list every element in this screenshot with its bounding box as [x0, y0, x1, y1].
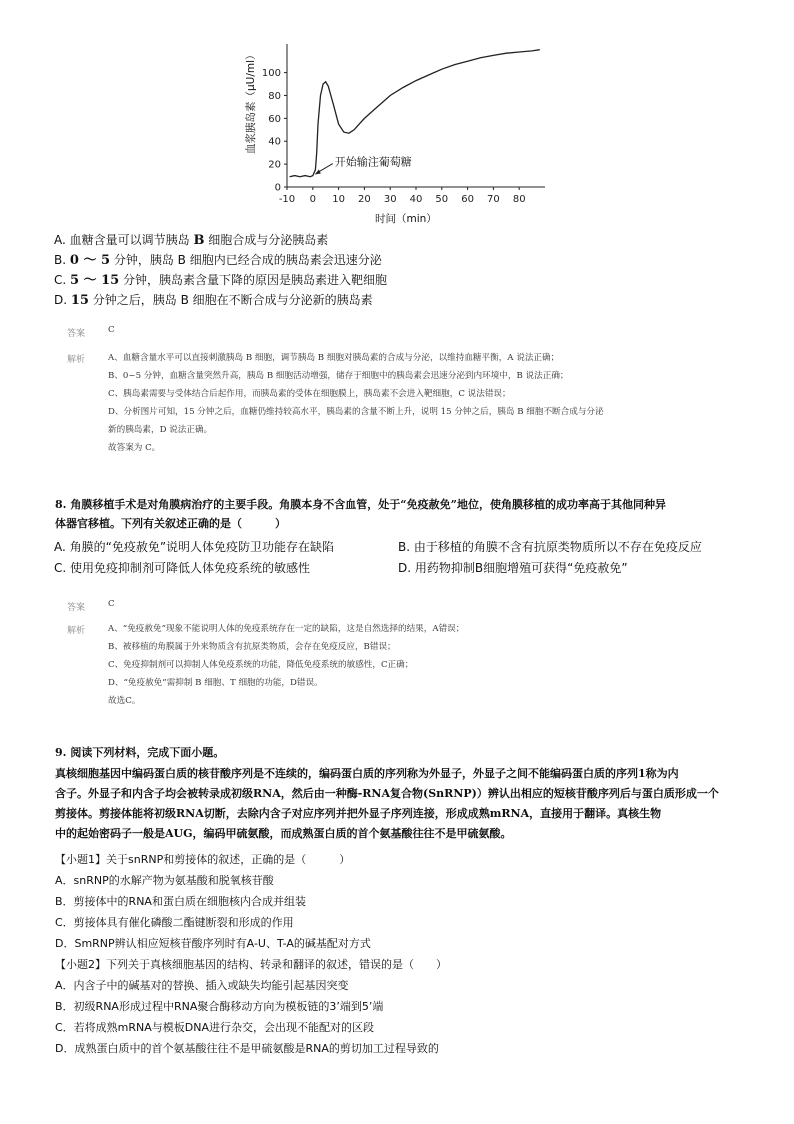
q8-option-d: D. 用药物抑制B细胞增殖可获得“免疫赦免”: [398, 561, 628, 575]
y-tick-label: 60: [268, 113, 281, 125]
q7-option-d: [54, 292, 373, 309]
q8-answer: C: [108, 599, 115, 609]
q9-sub1-option-0: A．snRNP的水解产物为氨基酸和脱氧核苷酸: [55, 874, 274, 887]
q7-option-post: 细胞合成与分泌胰岛素: [204, 233, 329, 247]
x-tick-label: 60: [461, 194, 474, 205]
q7-option-b: [54, 252, 382, 269]
q7-option-c: [54, 272, 387, 289]
q8-explain-line-0: A、“免疫赦免”现象不能说明人体的免疫系统存在一定的缺陷，这是自然选择的结果，A错误；: [108, 624, 465, 634]
insulin-series-line: [290, 50, 540, 177]
y-tick-label: 80: [268, 90, 281, 102]
x-axis-label: 时间（min）: [375, 213, 437, 225]
q9-sub2-option-2: C．若将成熟mRNA与模板DNA进行杂交，会出现不能配对的区段: [55, 1021, 375, 1034]
q7-explain-line-0: A、血糖含量水平可以直接刺激胰岛 B 细胞，调节胰岛 B 细胞对胰岛素的合成与分泌，以维持血糖平衡，A 说法正确；: [108, 353, 560, 363]
q7-option-post: 分钟之后，胰岛 B 细胞在不断合成与分泌新的胰岛素: [88, 293, 373, 307]
insulin-line-chart-svg: [245, 36, 555, 230]
q7-option-a: [54, 232, 328, 249]
q8-option-b: B. 由于移植的角膜不含有抗原类物质所以不存在免疫反应: [398, 540, 702, 554]
x-tick-label: 10: [332, 194, 345, 205]
y-tick-label: 40: [268, 136, 281, 148]
q7-option-pre: C.: [54, 273, 71, 287]
x-tick-label: 30: [383, 194, 397, 205]
q9-sub1-option-1: B．剪接体中的RNA和蛋白质在细胞核内合成并组装: [55, 895, 306, 908]
q8-answer-label: 答案: [67, 603, 86, 613]
q9-intro: 9. 阅读下列材料，完成下面小题。: [55, 746, 225, 759]
q8-explain-line-1: B、被移植的角膜属于外来物质含有抗原类物质，会存在免疫反应，B错误；: [108, 642, 396, 652]
q7-option-pre: A. 血糖含量可以调节胰岛: [54, 233, 194, 247]
q8-explain-line-3: D、“免疫赦免”需抑制 B 细胞、T 细胞的功能，D错误。: [108, 678, 323, 688]
annotation-text: 开始输注葡萄糖: [334, 155, 412, 169]
q7-explain-line-4: 新的胰岛素，D 说法正确。: [108, 425, 213, 435]
q9-sub1-option-2: C．剪接体具有催化磷酸二酯键断裂和形成的作用: [55, 916, 294, 929]
y-tick-label: 0: [274, 182, 281, 194]
q7-explain-line-2: C、胰岛素需要与受体结合后起作用，而胰岛素的受体在细胞膜上，胰岛素不会进入靶细胞，C 说法错误；: [108, 389, 511, 399]
q7-answer: C: [108, 325, 115, 335]
q8-option-a: A. 角膜的“免疫赦免”说明人体免疫防卫功能存在缺陷: [54, 540, 335, 554]
q7-explain-line-3: D、分析图片可知，15 分钟之后，血糖仍维持较高水平，胰岛素的含量不断上升，说明 15 分钟之后，胰岛 B 细胞不断合成与分泌: [108, 407, 604, 417]
q7-option-post: 分钟，胰岛 B 细胞内已经合成的胰岛素会迅速分泌: [110, 253, 382, 267]
x-tick-label: 80: [512, 194, 526, 205]
q8-explain-line-2: C、免疫抑制剂可以抑制人体免疫系统的功能，降低免疫系统的敏感性，C正确；: [108, 660, 414, 670]
q9-sub1-stem: 【小题1】关于snRNP和剪接体的叙述，正确的是（ ）: [55, 853, 351, 866]
q9-passage-line-3: 中的起始密码子一般是AUG，编码甲硫氨酸，而成熟蛋白质的首个氨基酸往往不是甲硫氨酸。: [55, 827, 512, 840]
q9-sub2-stem: 【小题2】下列关于真核细胞基因的结构、转录和翻译的叙述，错误的是（ ）: [55, 958, 447, 971]
y-tick-label: 100: [261, 68, 281, 80]
x-tick-label: 50: [435, 194, 449, 205]
q7-option-post: 分钟，胰岛素含量下降的原因是胰岛素进入靶细胞: [119, 273, 388, 287]
q9-passage-line-0: 真核细胞基因中编码蛋白质的核苷酸序列是不连续的，编码蛋白质的序列称为外显子，外显子之间不能编码蛋白质的序列1称为内: [55, 767, 679, 780]
q8-option-c: C. 使用免疫抑制剂可降低人体免疫系统的敏感性: [54, 561, 311, 575]
x-tick-label: 70: [487, 194, 500, 205]
x-tick-label: 0: [309, 194, 316, 205]
q8-stem-line2: 体器官移植。下列有关叙述正确的是（ ）: [55, 517, 286, 530]
q7-option-emph: 5 ～ 15: [70, 273, 120, 288]
q9-sub2-option-3: D．成熟蛋白质中的首个氨基酸往往不是甲硫氨酸是RNA的剪切加工过程导致的: [55, 1042, 439, 1055]
y-axis-label-text: 血浆胰岛素（μU/ml）: [245, 49, 257, 154]
q8-explain-label: 解析: [67, 626, 86, 636]
y-axis-label: [243, 49, 258, 154]
y-tick-label: 20: [268, 159, 281, 171]
q7-answer-label: 答案: [67, 329, 86, 339]
q7-explain-line-1: B、0~5 分钟，血糖含量突然升高，胰岛 B 细胞活动增强，储存于细胞中的胰岛素会迅速分泌到内环境中，B 说法正确；: [108, 371, 569, 381]
q9-passage-line-2: 剪接体。剪接体能将初级RNA切断，去除内含子对应序列并把外显子序列连接，形成成熟mRNA，直接用于翻译。真核生物: [55, 807, 662, 820]
q7-explain-label: 解析: [67, 355, 86, 365]
q9-sub2-option-1: B．初级RNA形成过程中RNA聚合酶移动方向为模板链的3’端到5’端: [55, 1000, 384, 1013]
q7-explain-line-5: 故答案为 C。: [108, 443, 161, 453]
q9-sub2-option-0: A．内含子中的碱基对的替换、插入或缺失均能引起基因突变: [55, 979, 349, 992]
insulin-chart: [245, 36, 555, 230]
q9-sub1-option-3: D．SmRNP辨认相应短核苷酸序列时有A-U、T-A的碱基配对方式: [55, 937, 371, 950]
x-tick-label: 20: [358, 194, 371, 205]
q7-option-pre: B.: [54, 253, 70, 267]
q8-explain-line-4: 故选C。: [108, 696, 141, 706]
q7-option-emph: 0 ～ 5: [69, 253, 111, 268]
q9-passage-line-1: 含子。外显子和内含子均会被转录成初级RNA，然后由一种酶-RNA复合物(SnRNP)）辨认出相应的短核苷酸序列后与蛋白质形成一个: [55, 787, 719, 800]
q7-option-emph: B: [193, 233, 205, 248]
x-tick-label: -10: [278, 194, 296, 205]
q7-option-emph: 15: [70, 293, 89, 308]
x-tick-label: 40: [409, 194, 423, 205]
q7-option-pre: D.: [54, 293, 71, 307]
q8-stem-line1: 8. 角膜移植手术是对角膜病治疗的主要手段。角膜本身不含血管，处于“免疫赦免”地位，使角膜移植的成功率高于其他同种异: [55, 498, 666, 511]
